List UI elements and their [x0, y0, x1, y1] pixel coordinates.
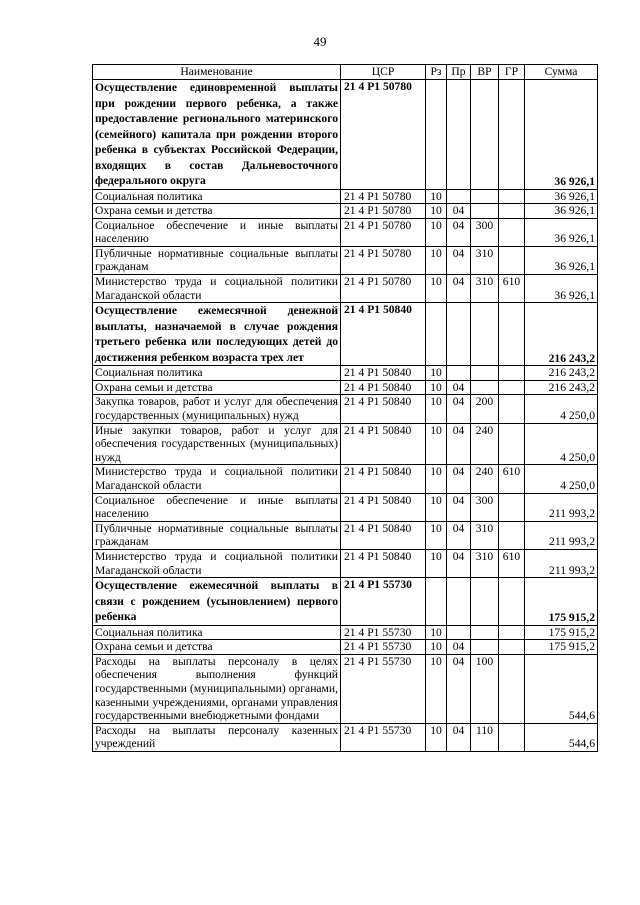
cell-sum: 216 243,2: [525, 303, 598, 366]
cell-rz: 10: [426, 465, 447, 493]
cell-vr: 310: [471, 275, 499, 303]
cell-gr: [499, 218, 525, 246]
cell-csr: 21 4 P1 55730: [341, 654, 426, 723]
cell-sum: 36 926,1: [525, 218, 598, 246]
cell-vr: 100: [471, 654, 499, 723]
cell-pr: [447, 625, 471, 640]
cell-csr: 21 4 P1 50840: [341, 465, 426, 493]
cell-gr: [499, 246, 525, 274]
cell-name: Охрана семьи и детства: [93, 380, 341, 395]
table-row: [93, 423, 598, 465]
cell-gr: [499, 189, 525, 204]
cell-sum: 211 993,2: [525, 493, 598, 521]
cell-rz: 10: [426, 493, 447, 521]
cell-rz: 10: [426, 189, 447, 204]
cell-vr: 200: [471, 395, 499, 423]
cell-vr: [471, 303, 499, 366]
cell-csr: 21 4 P1 50780: [341, 204, 426, 219]
table-row: [93, 521, 598, 549]
cell-pr: 04: [447, 521, 471, 549]
table-row: [93, 654, 598, 723]
cell-vr: [471, 204, 499, 219]
cell-rz: 10: [426, 423, 447, 465]
cell-pr: [447, 366, 471, 381]
cell-sum: 36 926,1: [525, 80, 598, 190]
cell-csr: 21 4 P1 55730: [341, 625, 426, 640]
cell-csr: 21 4 P1 50840: [341, 303, 426, 366]
header-pr: Пр: [447, 65, 471, 80]
header-name: Наименование: [93, 65, 341, 80]
cell-gr: [499, 380, 525, 395]
cell-rz: 10: [426, 521, 447, 549]
cell-name: Осуществление единовременной выплаты при рождении первого ребенка, а также предоставление регионального материнского (семейного) капитала при рождении второго ребенка в субъектах Российской Федерации, входящих в состав Дальневосточного федерального округа: [93, 80, 341, 190]
cell-sum: 544,6: [525, 723, 598, 751]
cell-name: Министерство труда и социальной политики Магаданской области: [93, 275, 341, 303]
cell-name: Осуществление ежемесячной выплаты в связи с рождением (усыновлением) первого ребенка: [93, 578, 341, 626]
table-row: [93, 80, 598, 190]
cell-sum: 216 243,2: [525, 366, 598, 381]
cell-name: Охрана семьи и детства: [93, 204, 341, 219]
cell-rz: [426, 578, 447, 626]
cell-name: Публичные нормативные социальные выплаты гражданам: [93, 521, 341, 549]
cell-name: Социальное обеспечение и иные выплаты населению: [93, 493, 341, 521]
cell-sum: 4 250,0: [525, 395, 598, 423]
cell-pr: 04: [447, 218, 471, 246]
cell-sum: 36 926,1: [525, 275, 598, 303]
table-row: [93, 465, 598, 493]
cell-pr: 04: [447, 395, 471, 423]
table-header-row: [93, 65, 598, 80]
cell-pr: 04: [447, 465, 471, 493]
cell-vr: 110: [471, 723, 499, 751]
cell-vr: [471, 578, 499, 626]
cell-sum: 4 250,0: [525, 423, 598, 465]
cell-gr: [499, 80, 525, 190]
cell-vr: [471, 380, 499, 395]
cell-rz: [426, 303, 447, 366]
cell-gr: 610: [499, 275, 525, 303]
cell-sum: 211 993,2: [525, 549, 598, 577]
cell-csr: 21 4 P1 50840: [341, 423, 426, 465]
cell-csr: 21 4 P1 50780: [341, 218, 426, 246]
cell-name: Министерство труда и социальной политики Магаданской области: [93, 465, 341, 493]
cell-rz: [426, 80, 447, 190]
cell-sum: 36 926,1: [525, 189, 598, 204]
table-row: [93, 204, 598, 219]
cell-rz: 10: [426, 549, 447, 577]
cell-name: Иные закупки товаров, работ и услуг для обеспечения государственных (муниципальных) нужд: [93, 423, 341, 465]
header-sum: Сумма: [525, 65, 598, 80]
cell-rz: 10: [426, 395, 447, 423]
cell-sum: 175 915,2: [525, 640, 598, 655]
cell-name: Охрана семьи и детства: [93, 640, 341, 655]
cell-csr: 21 4 P1 50840: [341, 493, 426, 521]
table-row: [93, 493, 598, 521]
cell-gr: [499, 493, 525, 521]
cell-gr: [499, 640, 525, 655]
cell-name: Публичные нормативные социальные выплаты гражданам: [93, 246, 341, 274]
cell-gr: [499, 521, 525, 549]
cell-csr: 21 4 P1 50840: [341, 380, 426, 395]
cell-rz: 10: [426, 640, 447, 655]
table-row: [93, 246, 598, 274]
cell-sum: 36 926,1: [525, 246, 598, 274]
cell-name: Социальная политика: [93, 625, 341, 640]
cell-pr: [447, 80, 471, 190]
table-row: [93, 218, 598, 246]
cell-rz: 10: [426, 380, 447, 395]
cell-vr: 310: [471, 246, 499, 274]
table-row: [93, 723, 598, 751]
cell-name: Осуществление ежемесячной денежной выплаты, назначаемой в случае рождения третьего ребенка или последующих детей до достижения ребенком возраста трех лет: [93, 303, 341, 366]
cell-gr: [499, 654, 525, 723]
cell-vr: [471, 189, 499, 204]
cell-sum: 4 250,0: [525, 465, 598, 493]
cell-rz: 10: [426, 625, 447, 640]
page-number: 49: [313, 34, 327, 49]
cell-rz: 10: [426, 366, 447, 381]
table-row: [93, 549, 598, 577]
cell-vr: 240: [471, 465, 499, 493]
cell-csr: 21 4 P1 50840: [341, 366, 426, 381]
cell-gr: [499, 578, 525, 626]
cell-pr: 04: [447, 423, 471, 465]
cell-vr: 300: [471, 218, 499, 246]
cell-gr: [499, 303, 525, 366]
table-row: [93, 303, 598, 366]
cell-gr: 610: [499, 465, 525, 493]
cell-rz: 10: [426, 218, 447, 246]
cell-csr: 21 4 P1 50780: [341, 80, 426, 190]
cell-csr: 21 4 P1 50840: [341, 521, 426, 549]
cell-pr: 04: [447, 654, 471, 723]
cell-pr: 04: [447, 493, 471, 521]
cell-vr: 240: [471, 423, 499, 465]
header-gr: ГР: [499, 65, 525, 80]
cell-rz: 10: [426, 246, 447, 274]
cell-pr: 04: [447, 275, 471, 303]
cell-csr: 21 4 P1 50780: [341, 275, 426, 303]
cell-gr: [499, 204, 525, 219]
cell-gr: [499, 395, 525, 423]
cell-pr: 04: [447, 246, 471, 274]
cell-gr: [499, 625, 525, 640]
cell-pr: [447, 303, 471, 366]
table-row: [93, 189, 598, 204]
cell-vr: [471, 366, 499, 381]
cell-pr: [447, 189, 471, 204]
table-row: [93, 395, 598, 423]
header-rz: Рз: [426, 65, 447, 80]
cell-gr: [499, 723, 525, 751]
cell-sum: 216 243,2: [525, 380, 598, 395]
cell-pr: 04: [447, 640, 471, 655]
table-row: [93, 578, 598, 626]
cell-pr: 04: [447, 723, 471, 751]
cell-rz: 10: [426, 275, 447, 303]
cell-gr: [499, 366, 525, 381]
cell-vr: [471, 80, 499, 190]
cell-csr: 21 4 P1 55730: [341, 723, 426, 751]
cell-csr: 21 4 P1 50780: [341, 246, 426, 274]
cell-name: Расходы на выплаты персоналу в целях обеспечения выполнения функций государственными (муниципальными) органами, казенными учреждениями, органами управления государственными внебюджетными фондами: [93, 654, 341, 723]
cell-csr: 21 4 P1 55730: [341, 578, 426, 626]
cell-gr: 610: [499, 549, 525, 577]
budget-table: [92, 64, 598, 752]
cell-vr: 300: [471, 493, 499, 521]
cell-name: Социальная политика: [93, 366, 341, 381]
cell-name: Министерство труда и социальной политики Магаданской области: [93, 549, 341, 577]
cell-csr: 21 4 P1 55730: [341, 640, 426, 655]
cell-vr: [471, 640, 499, 655]
cell-sum: 36 926,1: [525, 204, 598, 219]
cell-pr: 04: [447, 380, 471, 395]
cell-pr: 04: [447, 549, 471, 577]
cell-sum: 544,6: [525, 654, 598, 723]
cell-csr: 21 4 P1 50840: [341, 549, 426, 577]
cell-vr: 310: [471, 521, 499, 549]
cell-vr: [471, 625, 499, 640]
cell-csr: 21 4 P1 50780: [341, 189, 426, 204]
table-row: [93, 275, 598, 303]
cell-rz: 10: [426, 723, 447, 751]
cell-pr: 04: [447, 204, 471, 219]
cell-rz: 10: [426, 204, 447, 219]
table-row: [93, 640, 598, 655]
cell-sum: 175 915,2: [525, 578, 598, 626]
cell-name: Социальная политика: [93, 189, 341, 204]
cell-name: Закупка товаров, работ и услуг для обеспечения государственных (муниципальных) нужд: [93, 395, 341, 423]
cell-vr: 310: [471, 549, 499, 577]
table-row: [93, 625, 598, 640]
cell-rz: 10: [426, 654, 447, 723]
header-vr: ВР: [471, 65, 499, 80]
table-row: [93, 380, 598, 395]
cell-sum: 175 915,2: [525, 625, 598, 640]
cell-csr: 21 4 P1 50840: [341, 395, 426, 423]
cell-gr: [499, 423, 525, 465]
cell-sum: 211 993,2: [525, 521, 598, 549]
cell-pr: [447, 578, 471, 626]
header-csr: ЦСР: [341, 65, 426, 80]
table-row: [93, 366, 598, 381]
cell-name: Социальное обеспечение и иные выплаты населению: [93, 218, 341, 246]
cell-name: Расходы на выплаты персоналу казенных учреждений: [93, 723, 341, 751]
